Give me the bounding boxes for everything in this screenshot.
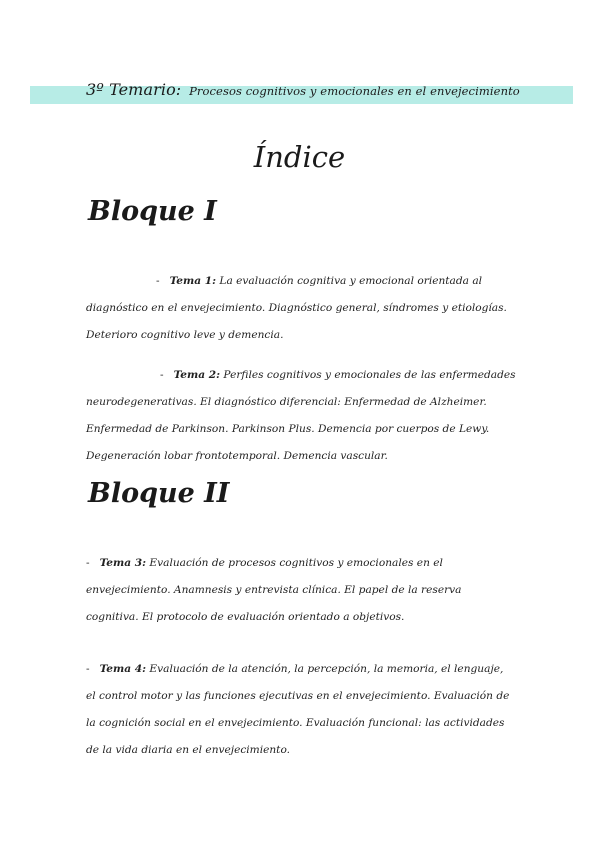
tema-3-text: Evaluación de procesos cognitivos y emocionales en el envejecimiento. Anamnesis y entrevista clínica. El papel de la reserva cognitiva. El protocolo de evaluación orientado a objetivos. xyxy=(86,557,462,623)
bloque-1-heading: Bloque I xyxy=(88,196,217,227)
header-label: 3º Temario: xyxy=(86,80,182,99)
tema-3-label: Tema 3: xyxy=(99,557,147,569)
header-subject: Procesos cognitivos y emocionales en el envejecimiento xyxy=(189,84,520,98)
tema-4: - Tema 4: Evaluación de la atención, la percepción, la memoria, el lenguaje, el control motor y las funciones ejecutivas en el envejecimiento. Evaluación de la cognición social en el envejecimiento. Evaluación funcional: las actividades de la vida diaria en el envejecimiento. xyxy=(86,663,510,756)
tema-2-label: Tema 2: xyxy=(173,369,221,381)
tema-1-label: Tema 1: xyxy=(169,275,217,287)
header xyxy=(86,80,566,99)
bloque-2-heading: Bloque II xyxy=(88,478,230,509)
tema-4-text: Evaluación de la atención, la percepción, la memoria, el lenguaje, el control motor y las funciones ejecutivas en el envejecimiento. Evaluación de la cognición social en el envejecimiento. Evaluación funcional: las actividades de la vida diaria en el envejecimiento. xyxy=(86,663,510,756)
tema-1: - Tema 1: La evaluación cognitiva y emocional orientada al diagnóstico en el envejecimiento. Diagnóstico general, síndromes y etiologías. Deterioro cognitivo leve y demencia. xyxy=(86,275,507,341)
tema-2-text: Perfiles cognitivos y emocionales de las enfermedades neurodegenerativas. El diagnóstico diferencial: Enfermedad de Alzheimer. Enfermedad de Parkinson. Parkinson Plus. Demencia por cuerpos de Lewy. Degeneración lobar frontotemporal. Demencia vascular. xyxy=(86,369,516,462)
tema-2: - Tema 2: Perfiles cognitivos y emocionales de las enfermedades neurodegenerativas. El diagnóstico diferencial: Enfermedad de Alzheimer. Enfermedad de Parkinson. Parkinson Plus. Demencia por cuerpos de Lewy. Degeneración lobar frontotemporal. Demencia vascular. xyxy=(86,369,516,462)
tema-4-label: Tema 4: xyxy=(99,663,147,675)
page-title: Índice xyxy=(253,140,346,174)
tema-1-text: La evaluación cognitiva y emocional orientada al diagnóstico en el envejecimiento. Diagnóstico general, síndromes y etiologías. Deterioro cognitivo leve y demencia. xyxy=(86,275,507,341)
tema-3: - Tema 3: Evaluación de procesos cognitivos y emocionales en el envejecimiento. Anamnesis y entrevista clínica. El papel de la reserva cognitiva. El protocolo de evaluación orientado a objetivos. xyxy=(86,557,462,623)
